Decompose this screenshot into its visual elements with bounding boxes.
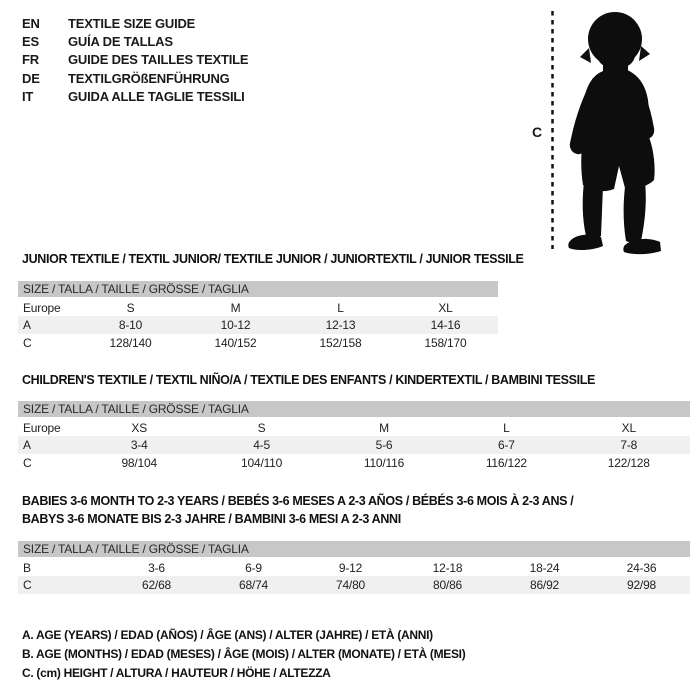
childrens-size-table xyxy=(18,401,690,472)
size-header-bar: SIZE / TALLA / TAILLE / GRÖSSE / TAGLIA xyxy=(18,401,690,418)
row-label: C xyxy=(18,576,108,594)
row-label: B xyxy=(23,560,31,575)
junior-section-title: JUNIOR TEXTILE / TEXTIL JUNIOR/ TEXTILE JUNIOR / JUNIORTEXTIL / JUNIOR TESSILE xyxy=(22,252,524,266)
child-height-figure xyxy=(530,8,698,250)
cell: 5-6 xyxy=(323,436,445,454)
childrens-section-title: CHILDREN'S TEXTILE / TEXTIL NIÑO/A / TEXTILE DES ENFANTS / KINDERTEXTIL / BAMBINI TESSILE xyxy=(22,373,596,387)
language-row xyxy=(22,88,248,106)
cell: 92/98 xyxy=(593,576,690,594)
cell: 152/158 xyxy=(319,336,362,350)
table-row xyxy=(18,298,498,316)
cell: 8-10 xyxy=(78,316,183,334)
row-label: C xyxy=(23,336,32,350)
cell: 80/86 xyxy=(399,576,496,594)
cell: 4-5 xyxy=(200,436,322,454)
cell: 86/92 xyxy=(496,576,593,594)
cell: 110/116 xyxy=(363,456,405,470)
row-label: Europe xyxy=(23,420,61,435)
language-row xyxy=(22,51,248,69)
table-row xyxy=(18,454,690,472)
cell: 14-16 xyxy=(393,316,498,334)
table-row xyxy=(18,418,690,436)
babies-section-title: BABIES 3-6 MONTH TO 2-3 YEARS / BEBÉS 3-6 MESES A 2-3 AÑOS / BÉBÉS 3-6 MOIS À 2-3 ANS / BABYS 3-6 MONATE BIS 2-3 JAHRE / BAMBINI 3-6 MESI A 2-3 ANNI xyxy=(22,494,574,526)
language-title: TEXTILE SIZE GUIDE xyxy=(68,15,196,31)
row-label: A xyxy=(18,436,78,454)
cell: M xyxy=(379,420,389,435)
language-row xyxy=(22,14,248,32)
cell: 122/128 xyxy=(607,456,650,470)
legend-notes xyxy=(22,626,465,683)
cell: 18-24 xyxy=(529,560,560,575)
language-title: TEXTILGRÖßENFÜHRUNG xyxy=(68,70,230,86)
cell: 12-18 xyxy=(432,560,463,575)
row-label: C xyxy=(23,456,32,470)
height-dashed-line-icon xyxy=(550,11,555,249)
cell: 62/68 xyxy=(108,576,205,594)
cell: 24-36 xyxy=(626,560,657,575)
table-row xyxy=(18,576,690,594)
cell: XL xyxy=(621,420,636,435)
cell: L xyxy=(503,420,510,435)
note-height-cm: C. (cm) HEIGHT / ALTURA / HAUTEUR / HÖHE / ALTEZZA xyxy=(22,666,331,680)
cell: 104/110 xyxy=(241,456,283,470)
table-row xyxy=(18,334,498,352)
junior-size-table xyxy=(18,281,498,352)
note-age-years: A. AGE (YEARS) / EDAD (AÑOS) / ÂGE (ANS) / ALTER (JAHRE) / ETÀ (ANNI) xyxy=(22,628,433,642)
table-row xyxy=(18,316,498,334)
language-title: GUIDA ALLE TAGLIE TESSILI xyxy=(68,89,245,105)
row-label: A xyxy=(18,316,78,334)
cell: 128/140 xyxy=(109,336,152,350)
cell: 140/152 xyxy=(214,336,257,350)
cell: 3-4 xyxy=(78,436,200,454)
cell: 3-6 xyxy=(148,560,165,575)
table-row xyxy=(18,558,690,576)
language-code: DE xyxy=(22,70,40,86)
row-label: Europe xyxy=(23,300,61,315)
cell: 6-7 xyxy=(445,436,567,454)
language-code: FR xyxy=(22,52,39,68)
language-code: ES xyxy=(22,34,39,50)
language-code: IT xyxy=(22,89,34,105)
height-measure-label: C xyxy=(532,124,543,140)
cell: XS xyxy=(131,420,147,435)
language-title: GUIDE DES TAILLES TEXTILE xyxy=(68,52,249,68)
cell: 98/104 xyxy=(121,456,157,470)
cell: 12-13 xyxy=(288,316,393,334)
toddler-silhouette-icon xyxy=(563,10,668,255)
cell: 10-12 xyxy=(183,316,288,334)
language-code: EN xyxy=(22,15,40,31)
cell: M xyxy=(230,300,241,315)
table-row xyxy=(18,436,690,454)
cell: 158/170 xyxy=(424,336,467,350)
cell: S xyxy=(126,300,135,315)
cell: 74/80 xyxy=(302,576,399,594)
cell: XL xyxy=(438,300,453,315)
cell: 116/122 xyxy=(485,456,527,470)
cell: 68/74 xyxy=(205,576,302,594)
cell: 6-9 xyxy=(245,560,262,575)
language-list xyxy=(22,14,248,106)
cell: 9-12 xyxy=(338,560,363,575)
language-title: GUÍA DE TALLAS xyxy=(68,34,173,50)
cell: 7-8 xyxy=(568,436,690,454)
language-row xyxy=(22,69,248,87)
size-header-bar: SIZE / TALLA / TAILLE / GRÖSSE / TAGLIA xyxy=(18,281,498,298)
cell: S xyxy=(257,420,266,435)
language-row xyxy=(22,32,248,50)
cell: L xyxy=(337,300,344,315)
size-header-bar: SIZE / TALLA / TAILLE / GRÖSSE / TAGLIA xyxy=(18,541,690,558)
babies-size-table xyxy=(18,541,690,594)
note-age-months: B. AGE (MONTHS) / EDAD (MESES) / ÂGE (MOIS) / ALTER (MONATE) / ETÀ (MESI) xyxy=(22,647,466,661)
